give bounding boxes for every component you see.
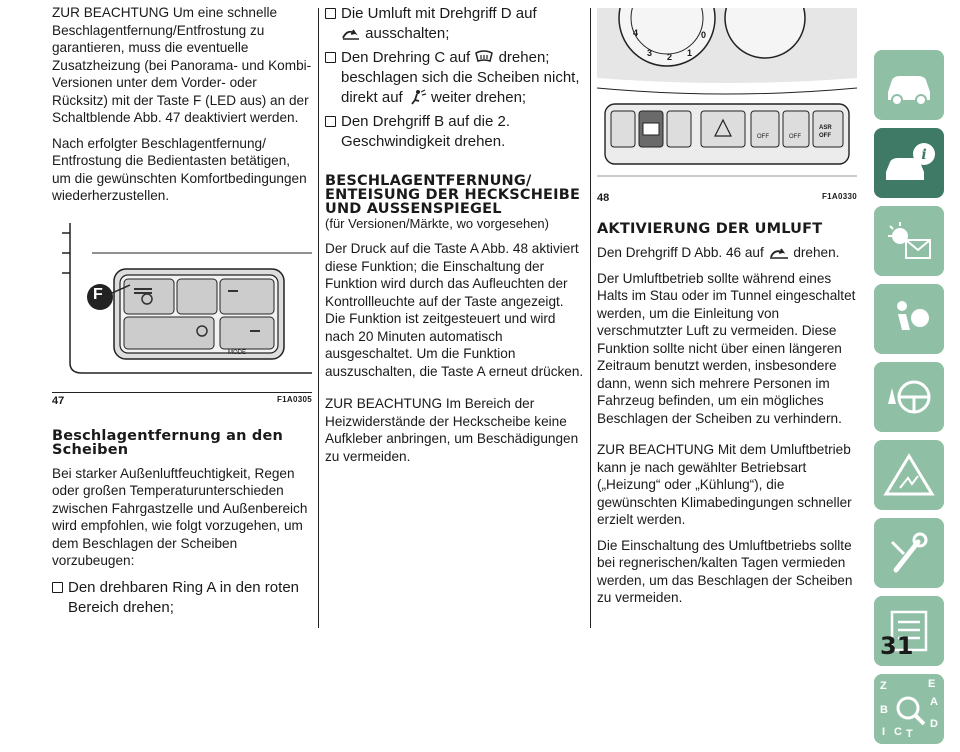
column-divider <box>318 8 319 628</box>
off-label: OFF <box>789 134 801 140</box>
figure-code: F1A0305 <box>276 394 312 404</box>
section-para: Der Druck auf die Taste A Abb. 48 aktiviert diese Funktion; die Einschaltung der Funktion wird durch das Aufleuchten der Kontrollleuchte auf der Taste angezeigt. Die Funktion ist zeitgesteuert und wird nach 20 Minuten automatisch ausgeschaltet. Um die Funktion auszuschalten, die Taste A erneut drücken. <box>325 241 584 379</box>
off-label: OFF <box>819 133 831 139</box>
checkbox-bullet-icon <box>325 52 336 63</box>
switch-panel-illustration <box>52 223 312 391</box>
index-letter: Z <box>880 680 887 692</box>
dial-number: 3 <box>647 48 653 58</box>
figure-48-caption <box>597 192 857 204</box>
section-title: Beschlagentfernung an den Scheiben <box>52 427 284 458</box>
magnifier-icon <box>882 686 936 732</box>
off-label: OFF <box>757 134 769 140</box>
warning-lights-tab[interactable] <box>874 206 944 276</box>
recirculation-icon <box>768 246 790 260</box>
checkbox-bullet-icon <box>325 8 336 19</box>
index-letter: E <box>928 678 936 690</box>
car-tab[interactable] <box>874 50 944 120</box>
index-tab[interactable] <box>874 674 944 744</box>
car-icon <box>882 62 936 108</box>
index-letter: I <box>882 726 886 738</box>
recirc-line: Den Drehgriff D Abb. 46 auf drehen. <box>597 245 840 260</box>
asr-label: ASR <box>819 125 832 131</box>
label-f: F <box>93 285 103 303</box>
windscreen-defrost-icon <box>474 49 494 65</box>
section-para: Bei starker Außenluftfeuchtigkeit, Regen oder großen Temperaturunterschieden zwischen Fahrgastzelle und Außenbereich wird empfohlen, wie folgt vorzugehen, um dem Beschlagen der Scheiben vorzubeugen: <box>52 465 308 568</box>
section-title: BESCHLAGENTFERNUNG/ ENTEISUNG DER HECKSCHEIBE UND AUSSENSPIEGEL <box>325 173 581 217</box>
section-title: AKTIVIERUNG DER UMLUFT <box>597 221 823 237</box>
dial-number: 2 <box>667 52 673 62</box>
section-subtitle: (für Versionen/Märkte, wo vorgesehen) <box>325 216 549 231</box>
index-letter: D <box>930 718 938 730</box>
list-item: Die Umluft mit Drehgriff D auf ausschalten; <box>325 4 585 44</box>
figure-48 <box>597 8 857 188</box>
index-letter: C <box>894 726 902 738</box>
checkbox-bullet-icon <box>52 582 63 593</box>
list-item: Den drehbaren Ring A in den roten Bereich drehen; <box>52 578 312 618</box>
restore-para: Nach erfolgter Beschlagentfernung/ Entfrostung die Bedientasten betätigen, um die gewünschten Komfortbedingungen wiederherzustellen. <box>52 135 307 203</box>
recirc-para: Der Umluftbetrieb sollte während eines Halts im Stau oder im Tunnel eingeschaltet werden, um die Einleitung von verschmutzter Luft zu vermeiden. Diese Funktion sollte nicht über einen längeren Zeitraum benutzt werden, insbesondere dann, wenn sich mehrere Personen im Fahrzeug befinden, um ein mögliches Beschlagen der Scheiben zu verhindern. <box>597 270 856 426</box>
info-tab[interactable] <box>874 128 944 198</box>
dial-number: 0 <box>701 30 707 40</box>
column-2 <box>325 0 585 465</box>
recirc-para: Die Einschaltung des Umluftbetriebs sollte bei regnerischen/kalten Tagen vermieden werden, um das Beschlagen der Scheiben zu vermeiden. <box>597 537 853 605</box>
warning-note-para: ZUR BEACHTUNG Um eine schnelle Beschlagentfernung/Entfrostung zu garantieren, muss die eventuelle Zusatzheizung (bei Panorama- und Kombi-Versionen unter dem Vorder- oder Rücksitz) mit der Taste F (LED aus) an der Schaltblende Abb. 47 deaktiviert werden. <box>52 5 312 125</box>
feet-windscreen-icon <box>407 89 427 105</box>
warning-note-para: ZUR BEACHTUNG Mit dem Umluftbetrieb kann je nach gewählter Betriebsart („Heizung“ oder „Kühlung“), die gewünschten Klimabedingungen schneller erzielt werden. <box>597 442 852 527</box>
dial-number: 1 <box>687 48 693 58</box>
page-number: 31 <box>880 632 914 660</box>
warning-triangle-icon <box>882 452 936 498</box>
column-divider <box>590 8 591 628</box>
recirculation-off-icon <box>341 25 361 41</box>
figure-number: 48 <box>597 192 610 204</box>
list-item: Den Drehring C auf drehen; beschlagen sich die Scheiben nicht, direkt auf weiter drehen; <box>325 48 585 108</box>
list-item: Den Drehgriff B auf die 2. Geschwindigkeit drehen. <box>325 112 585 152</box>
figure-47 <box>52 223 312 391</box>
figure-number: 47 <box>52 394 65 407</box>
dial-number: 4 <box>633 28 639 38</box>
index-letter: A <box>930 696 938 708</box>
warning-note-para: ZUR BEACHTUNG Im Bereich der Heizwiderstände der Heckscheibe keine Aufkleber anbringen, um Beschädigungen zu vermeiden. <box>325 396 579 464</box>
maintenance-tab[interactable] <box>874 518 944 588</box>
index-letter: B <box>880 704 888 716</box>
checkbox-bullet-icon <box>325 116 336 127</box>
figure-47-caption <box>52 395 312 407</box>
column-3 <box>597 0 857 607</box>
index-letter: T <box>906 728 913 740</box>
car-info-icon <box>882 140 936 186</box>
mode-label: MODE <box>228 349 246 356</box>
wrench-icon <box>882 530 936 576</box>
steering-tab[interactable] <box>874 362 944 432</box>
emergency-tab[interactable] <box>874 440 944 510</box>
figure-code: F1A0330 <box>821 192 857 201</box>
airbag-tab[interactable] <box>874 284 944 354</box>
column-1 <box>52 0 312 618</box>
steering-wheel-icon <box>882 374 936 420</box>
svg-text:i: i <box>921 147 927 163</box>
airbag-icon <box>882 296 936 342</box>
lights-message-icon <box>882 218 936 264</box>
